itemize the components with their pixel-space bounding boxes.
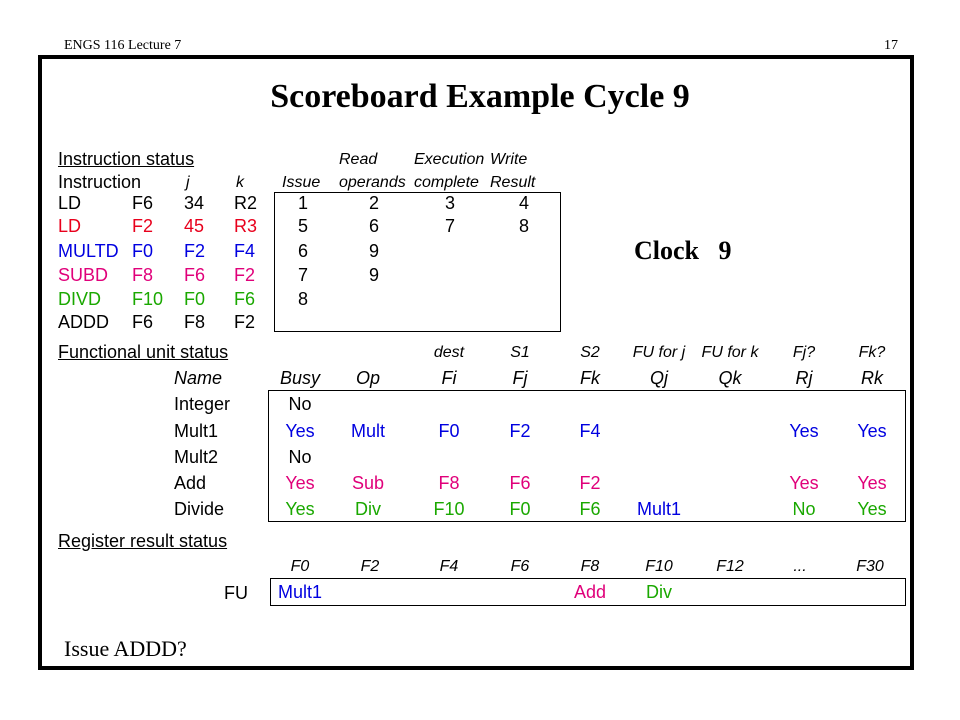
instr-issue: 6 [297, 241, 308, 261]
header-execution: Execution [414, 151, 485, 168]
fu-name: Add [174, 473, 207, 493]
instr-op: DIVD [58, 289, 102, 309]
fu-op: Div [355, 499, 381, 519]
fu-header-rj: Rj [795, 368, 813, 388]
instr-read: 9 [368, 265, 379, 285]
fu-header-top: Fk? [858, 344, 886, 361]
register-header: F30 [856, 558, 884, 575]
fu-header-top: S1 [510, 344, 530, 361]
instr-k: F6 [234, 289, 256, 309]
page-number: 17 [884, 38, 898, 53]
instruction-status-label: Instruction status [58, 149, 195, 169]
instr-read: 6 [368, 216, 379, 236]
fu-fi: F10 [433, 499, 465, 519]
fu-rj: No [792, 499, 816, 519]
register-header: F10 [645, 558, 673, 575]
lecture-header: ENGS 116 Lecture 7 [64, 38, 182, 53]
register-result-status-label: Register result status [58, 531, 228, 551]
instr-op: LD [58, 216, 82, 236]
fu-busy: Yes [285, 421, 315, 441]
register-header: F0 [290, 558, 310, 575]
fu-rj: Yes [789, 421, 819, 441]
fu-fi: F8 [438, 473, 460, 493]
fu-header-fk: Fk [580, 368, 600, 388]
instr-issue: 1 [297, 193, 308, 213]
register-header: F4 [439, 558, 459, 575]
instr-op: LD [58, 193, 82, 213]
fu-header-top: FU for j [632, 344, 686, 361]
instr-dest: F0 [132, 241, 154, 261]
fu-header-qk: Qk [718, 368, 742, 388]
header-instruction: Instruction [58, 172, 142, 192]
header-k: k [236, 174, 244, 191]
instr-op: SUBD [58, 265, 109, 285]
fu-header-op: Op [355, 368, 380, 388]
fu-fj: F0 [509, 499, 531, 519]
fu-fj: F2 [509, 421, 531, 441]
fu-header-top: Fj? [792, 344, 816, 361]
fu-busy: Yes [285, 473, 315, 493]
instr-j: F6 [184, 265, 206, 285]
fu-busy: No [288, 394, 312, 414]
fu-busy: No [288, 447, 312, 467]
register-header: F12 [716, 558, 744, 575]
fu-header-name: Name [174, 368, 223, 388]
instr-k: F2 [234, 312, 256, 332]
register-value: Add [573, 582, 607, 602]
fu-row-label: FU [224, 583, 248, 603]
fu-fk: F4 [579, 421, 601, 441]
fu-rj: Yes [789, 473, 819, 493]
instr-k: R3 [234, 216, 258, 236]
fu-header-fj: Fj [512, 368, 528, 388]
fu-fk: F6 [579, 499, 601, 519]
fu-rk: Yes [857, 499, 887, 519]
instr-issue: 5 [297, 216, 308, 236]
clock-value: 9 [718, 236, 732, 265]
fu-rk: Yes [857, 473, 887, 493]
fu-name: Divide [174, 499, 225, 519]
fu-header-top: S2 [580, 344, 600, 361]
fu-header-qj: Qj [650, 368, 668, 388]
instr-exec: 3 [444, 193, 455, 213]
fu-fj: F6 [509, 473, 531, 493]
clock-label: Clock [634, 236, 699, 265]
instr-k: F2 [234, 265, 256, 285]
slide-title: Scoreboard Example Cycle 9 [270, 78, 690, 115]
header-issue: Issue [282, 174, 321, 191]
issue-question: Issue ADDD? [64, 636, 187, 661]
instr-op: ADDD [58, 312, 110, 332]
instr-read: 9 [368, 241, 379, 261]
instr-read: 2 [368, 193, 379, 213]
clock-display [634, 236, 732, 266]
instr-dest: F2 [132, 216, 154, 236]
fu-op: Sub [351, 473, 385, 493]
instr-dest: F6 [132, 312, 154, 332]
fu-header-fi: Fi [441, 368, 457, 388]
functional-unit-status-label: Functional unit status [58, 342, 229, 362]
fu-fi: F0 [438, 421, 460, 441]
register-value: Mult1 [277, 582, 322, 602]
header-operands: operands [339, 174, 406, 191]
fu-rk: Yes [857, 421, 887, 441]
fu-header-top: FU for k [701, 344, 759, 361]
header-read: Read [339, 151, 378, 168]
fu-header-top: dest [433, 344, 465, 361]
instr-write: 4 [518, 193, 529, 213]
fu-header-busy: Busy [279, 368, 321, 388]
fu-fk: F2 [579, 473, 601, 493]
fu-op: Mult [350, 421, 385, 441]
instr-j: 34 [184, 193, 205, 213]
fu-qj: Mult1 [636, 499, 681, 519]
register-header: F2 [360, 558, 380, 575]
fu-header-rk: Rk [861, 368, 883, 388]
register-header: ... [793, 558, 807, 575]
instr-issue: 7 [297, 265, 308, 285]
fu-busy: Yes [285, 499, 315, 519]
header-write: Write [490, 151, 528, 168]
fu-name: Mult1 [174, 421, 219, 441]
instr-k: R2 [234, 193, 258, 213]
instr-dest: F10 [132, 289, 164, 309]
instr-j: F8 [184, 312, 206, 332]
instr-k: F4 [234, 241, 256, 261]
register-header: F8 [580, 558, 600, 575]
instr-dest: F6 [132, 193, 154, 213]
register-value: Div [646, 582, 672, 602]
fu-name: Integer [174, 394, 231, 414]
instr-j: 45 [184, 216, 205, 236]
fu-name: Mult2 [174, 447, 219, 467]
instr-exec: 7 [444, 216, 455, 236]
header-complete: complete [414, 174, 479, 191]
header-j: j [186, 174, 190, 191]
instr-op: MULTD [58, 241, 119, 261]
instr-j: F0 [184, 289, 206, 309]
register-header: F6 [510, 558, 530, 575]
instr-dest: F8 [132, 265, 154, 285]
header-result: Result [490, 174, 536, 191]
instr-issue: 8 [297, 289, 308, 309]
instr-write: 8 [518, 216, 529, 236]
instr-j: F2 [184, 241, 206, 261]
